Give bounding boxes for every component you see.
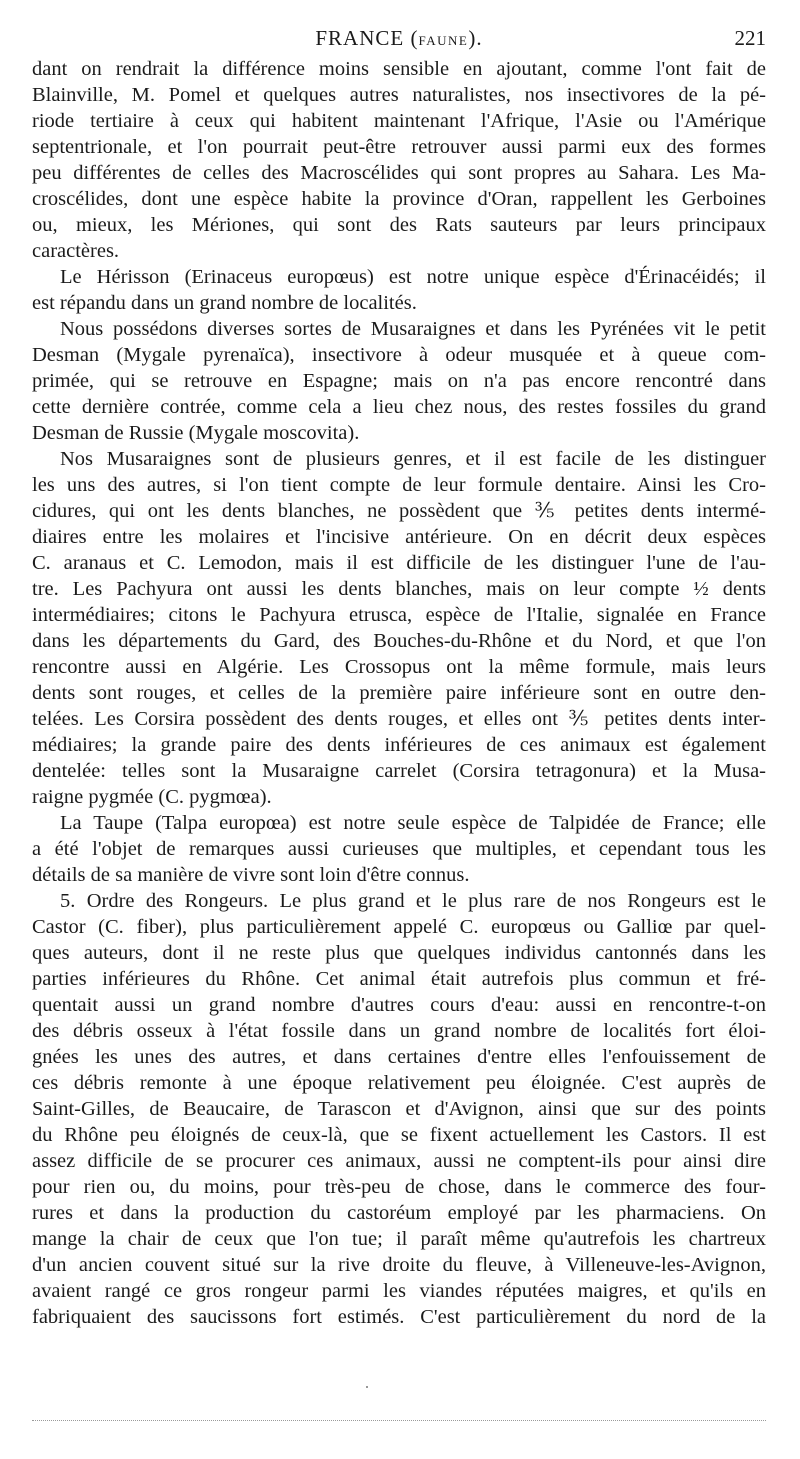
text-line: assez difficile de se procurer ces animaux, aussi ne comptent-ils pour ainsi dire (32, 1150, 766, 1172)
stray-mark (366, 1386, 368, 1388)
paragraph (32, 810, 766, 888)
text-line: les uns des autres, si l'on tient compte de leur formule dentaire. Ainsi les Cro- (32, 474, 766, 496)
text-line: Desman (Mygale pyrenaïca), insectivore à odeur musquée et à queue com- (32, 344, 766, 366)
text-line: médiaires; la grande paire des dents inférieures de ces animaux est également (32, 734, 766, 756)
text-line: rures et dans la production du castoréum employé par les pharmaciens. On (32, 1202, 766, 1224)
text-line: tre. Les Pachyura ont aussi les dents blanches, mais on leur compte ½ dents (32, 578, 766, 600)
text-line: caractères. (32, 240, 120, 262)
paragraph (32, 56, 766, 264)
text-line: riode tertiaire à ceux qui habitent maintenant l'Afrique, l'Asie ou l'Amérique (32, 110, 766, 132)
text-line: quentait aussi un grand nombre d'autres cours d'eau: aussi en rencontre-t-on (32, 994, 766, 1016)
text-line: ou, mieux, les Mériones, qui sont des Rats sauteurs par leurs principaux (32, 214, 766, 236)
text-line: Nous possédons diverses sortes de Musaraignes et dans les Pyrénées vit le petit (60, 318, 766, 340)
title-small-caps: faune (418, 29, 469, 49)
text-line: septentrionale, et l'on pourrait peut-être retrouver aussi parmi eux des formes (32, 136, 766, 158)
page-number: 221 (734, 26, 766, 50)
text-line: avaient rangé ce gros rongeur parmi les viandes réputées maigres, et qu'ils en (32, 1280, 766, 1302)
text-line: primée, qui se retrouve en Espagne; mais on n'a pas encore rencontré dans (32, 370, 766, 392)
text-line: gnées les unes des autres, et dans certaines d'entre elles l'enfouissement de (32, 1046, 766, 1068)
text-line: est répandu dans un grand nombre de localités. (32, 292, 417, 314)
body-text (32, 56, 766, 1330)
text-line: cette dernière contrée, comme cela a lieu chez nous, des restes fossiles du grand (32, 396, 766, 418)
text-line: C. aranaus et C. Lemodon, mais il est difficile de les distinguer l'une de l'au- (32, 552, 766, 574)
text-line: croscélides, dont une espèce habite la province d'Oran, rappellent les Gerboines (32, 188, 766, 210)
text-line: Le Hérisson (Erinaceus europœus) est notre unique espèce d'Érinacéidés; il (60, 266, 766, 288)
text-line: rencontre aussi en Algérie. Les Crossopus ont la même formule, mais leurs (32, 656, 766, 678)
text-line: dentelée: telles sont la Musaraigne carrelet (Corsira tetragonura) et la Musa- (32, 760, 766, 782)
text-line: intermédiaires; citons le Pachyura etrusca, espèce de l'Italie, signalée en France (32, 604, 766, 626)
running-title (32, 26, 766, 51)
text-line: Castor (C. fiber), plus particulièrement appelé C. europœus ou Galliœ par quel- (32, 916, 766, 938)
text-line: d'un ancien couvent situé sur la rive droite du fleuve, à Villeneuve-les-Avignon, (32, 1254, 766, 1276)
text-line: détails de sa manière de vivre sont loin d'être connus. (32, 864, 470, 886)
text-line: mange la chair de ceux que l'on tue; il paraît même qu'autrefois les chartreux (32, 1228, 766, 1250)
running-header (32, 26, 766, 56)
text-line: dents sont rouges, et celles de la première paire inférieure sont en outre den- (32, 682, 766, 704)
paragraph (32, 316, 766, 446)
page (32, 26, 766, 1330)
text-line: ces débris remonte à une époque relativement peu éloignée. C'est auprès de (32, 1072, 766, 1094)
text-line: diaires entre les molaires et l'incisive antérieure. On en décrit deux espèces (32, 526, 766, 548)
bottom-rule (32, 1420, 766, 1421)
text-line: raigne pygmée (C. pygmœa). (32, 786, 272, 808)
text-line: parties inférieures du Rhône. Cet animal était autrefois plus commun et fré- (32, 968, 766, 990)
text-line: du Rhône peu éloignés de ceux-là, que se fixent actuellement les Castors. Il est (32, 1124, 766, 1146)
text-line: fabriquaient des saucissons fort estimés. C'est particulièrement du nord de la (32, 1306, 766, 1328)
paragraph (32, 888, 766, 1330)
text-line: dant on rendrait la différence moins sensible en ajoutant, comme l'ont fait de (32, 58, 766, 80)
text-line: Nos Musaraignes sont de plusieurs genres, et il est facile de les distinguer (60, 448, 766, 470)
text-line: 5. Ordre des Rongeurs. Le plus grand et le plus rare de nos Rongeurs est le (60, 890, 766, 912)
text-line: La Taupe (Talpa europœa) est notre seule espèce de Talpidée de France; elle (60, 812, 766, 834)
text-line: ques auteurs, dont il ne reste plus que quelques individus cantonnés dans les (32, 942, 766, 964)
text-line: peu différentes de celles des Macroscélides qui sont propres au Sahara. Les Ma- (32, 162, 766, 184)
text-line: Saint-Gilles, de Beaucaire, de Tarascon et d'Avignon, ainsi que sur des points (32, 1098, 766, 1120)
text-line: a été l'objet de remarques aussi curieuses que multiples, et cependant tous les (32, 838, 766, 860)
title-end: ). (468, 26, 483, 50)
text-line: Blainville, M. Pomel et quelques autres naturalistes, nos insectivores de la pé- (32, 84, 766, 106)
text-line: des débris osseux à l'état fossile dans un grand nombre de localités fort éloi- (32, 1020, 766, 1042)
text-line: dans les départements du Gard, des Bouches-du-Rhône et du Nord, et que l'on (32, 630, 766, 652)
text-line: telées. Les Corsira possèdent des dents rouges, et elles ont ⅗ petites dents inter- (32, 708, 766, 730)
paragraph (32, 264, 766, 316)
title-main: FRANCE ( (315, 26, 419, 50)
paragraph (32, 446, 766, 810)
text-line: Desman de Russie (Mygale moscovita). (32, 422, 360, 444)
text-line: cidures, qui ont les dents blanches, ne possèdent que ⅗ petites dents intermé- (32, 500, 766, 522)
text-line: pour rien ou, du moins, pour très-peu de chose, dans le commerce des four- (32, 1176, 766, 1198)
